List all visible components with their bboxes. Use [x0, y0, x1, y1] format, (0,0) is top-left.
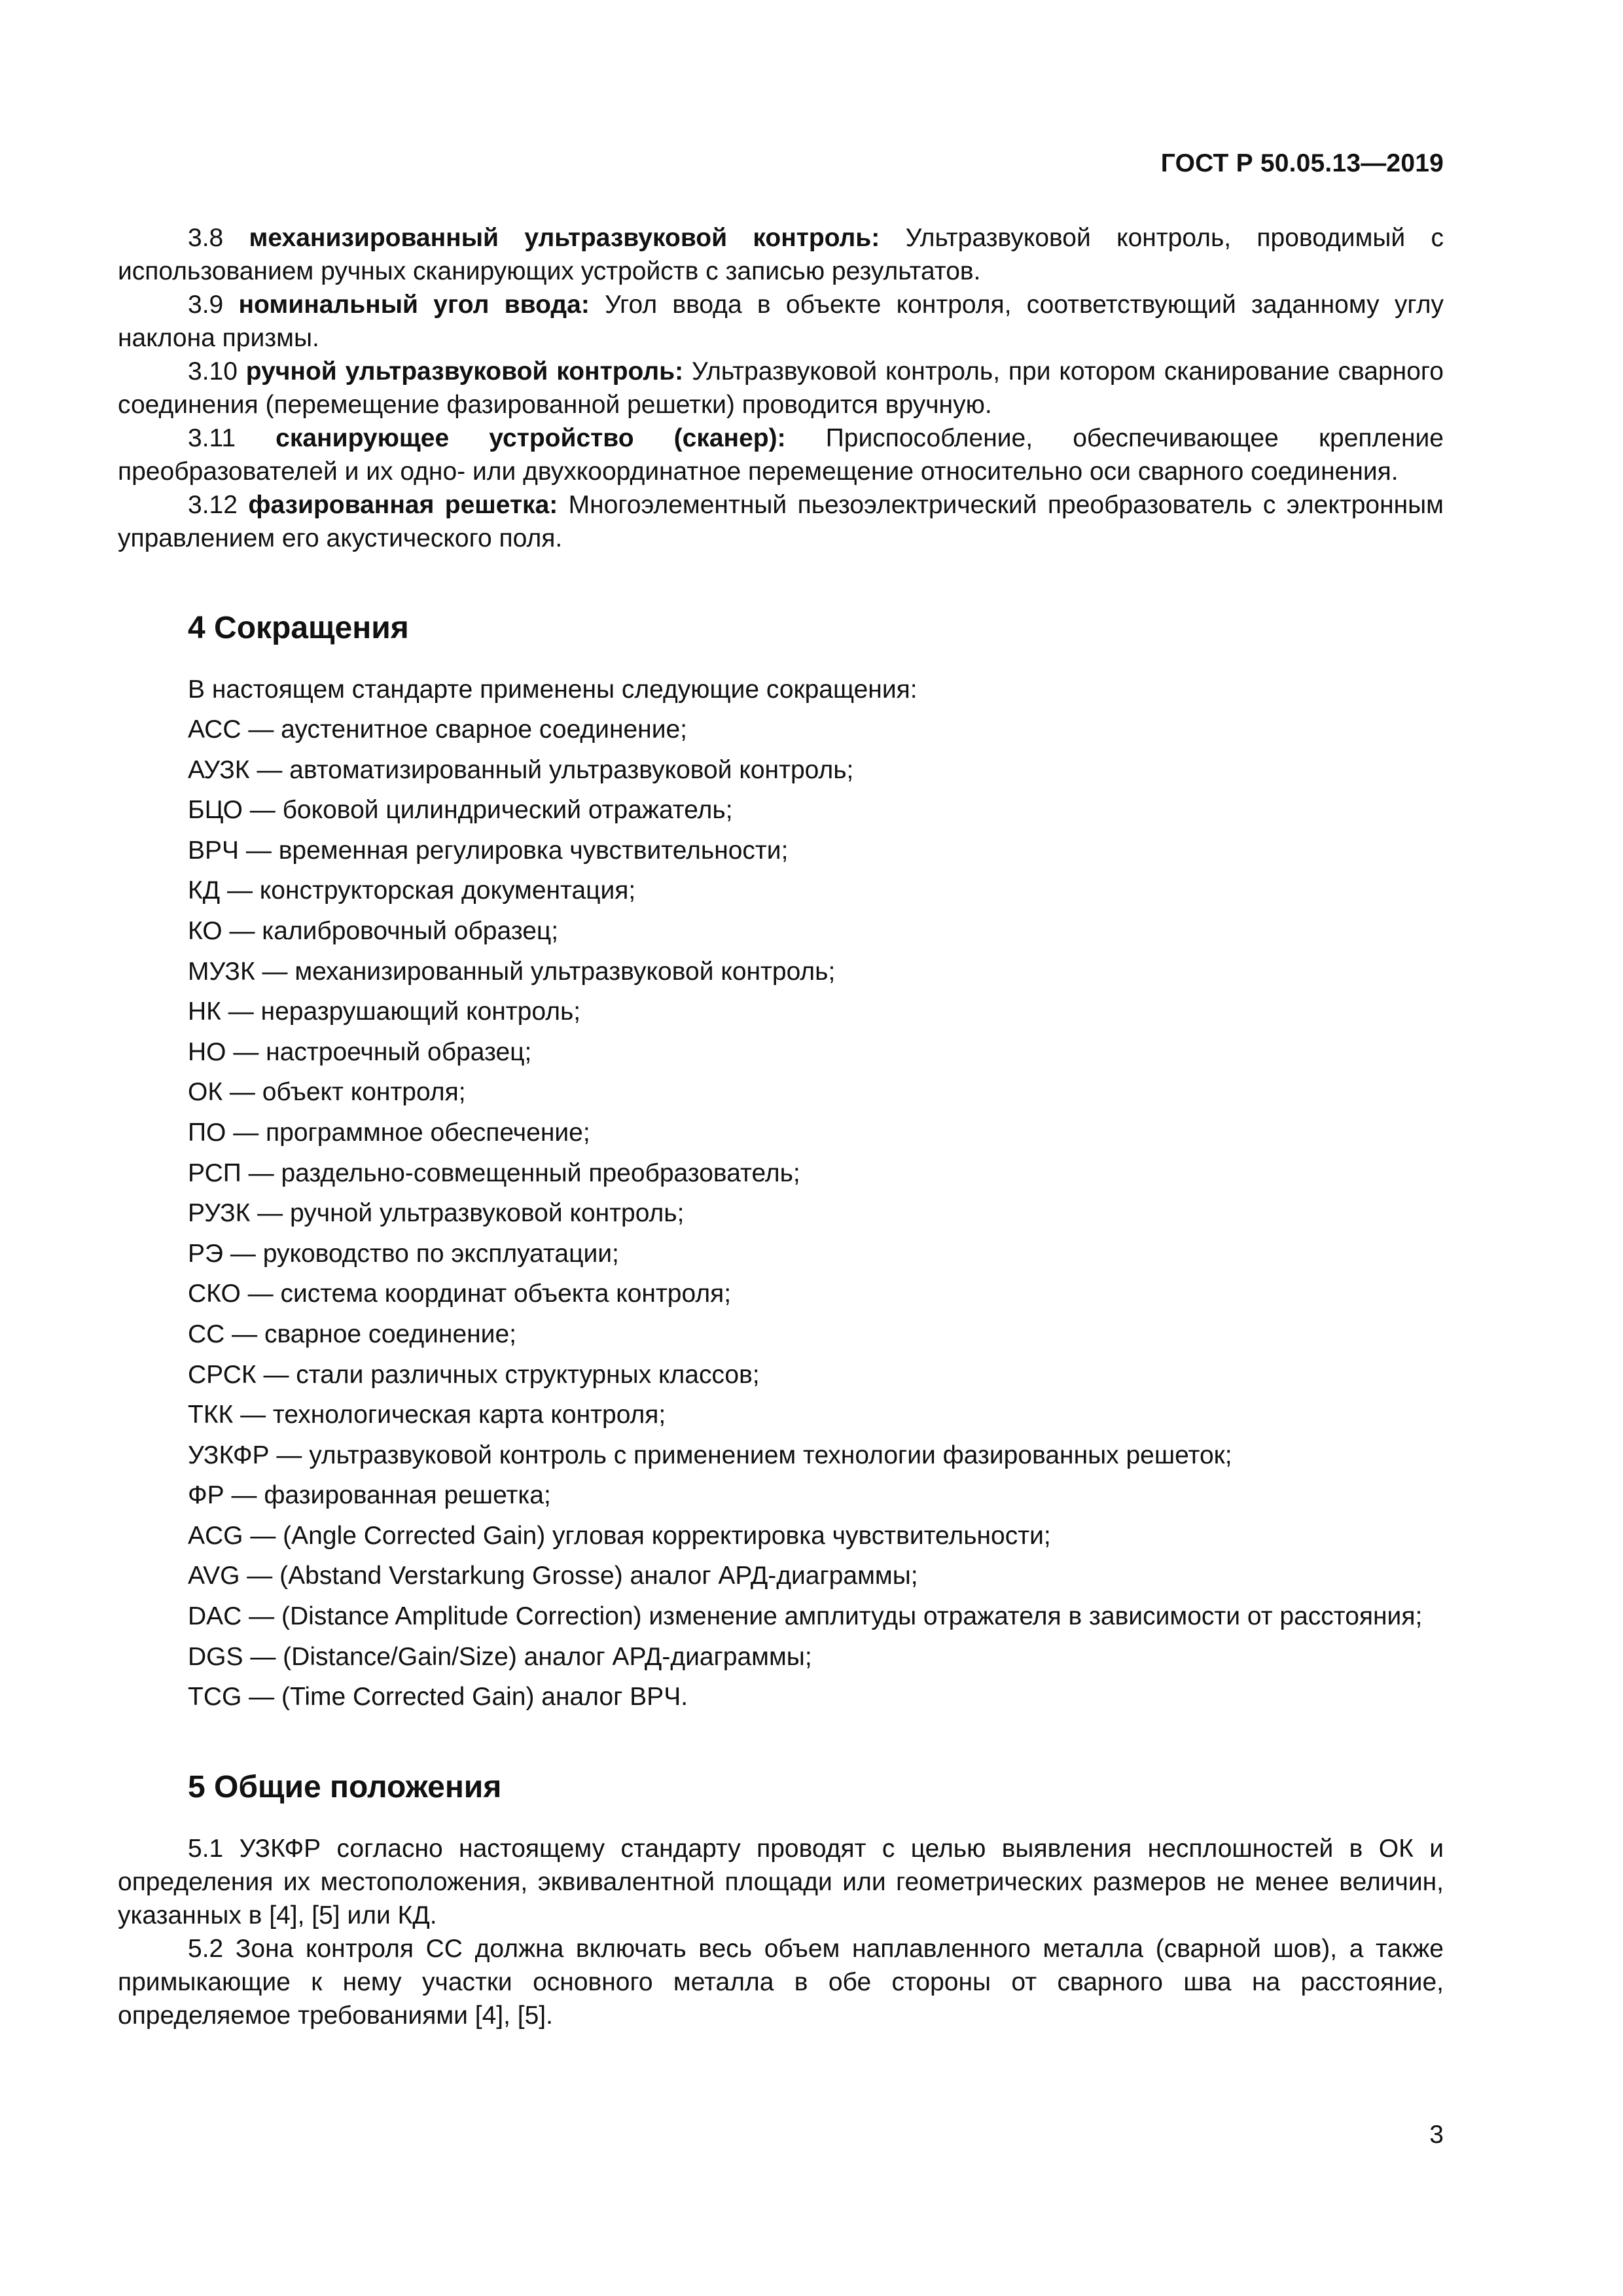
abbreviation-item: DGS — (Distance/Gain/Size) аналог АРД-диаграммы; [188, 1642, 812, 1671]
definition-text: Ультразвуковой контроль, при котором сканирование сварного соединения (перемещение фазированной решетки) проводится вручную. [118, 357, 1444, 419]
abbreviation-item: МУЗК — механизированный ультразвуковой контроль; [188, 957, 836, 986]
abbreviation-item: УЗКФР — ультразвуковой контроль с применением технологии фазированных решеток; [188, 1441, 1232, 1469]
page-content [118, 221, 1444, 2032]
document-header: ГОСТ Р 50.05.13—2019 [1160, 149, 1444, 177]
abbreviation-item: СРСК — стали различных структурных классов; [188, 1360, 760, 1389]
definition-term: механизированный ультразвуковой контроль: [249, 224, 880, 252]
definition-text: Многоэлементный пьезоэлектрический преобразователь с электронным управлением его акустического поля. [118, 491, 1444, 552]
clause-5-2: 5.2 Зона контроля СС должна включать весь объем наплавленного металла (сварной шов), а также примыкающие к нему участки основного металла в обе стороны от сварного шва на расстояние, определяемое требованиями [4], [5]. [118, 1934, 1444, 2030]
abbreviations-list [118, 713, 1444, 1721]
definition-3-8 [118, 221, 1444, 288]
abbreviation-item: ТКК — технологическая карта контроля; [188, 1401, 666, 1429]
definition-number: 3.8 [188, 224, 224, 252]
abbreviation-item: БЦО — боковой цилиндрический отражатель; [188, 796, 733, 825]
abbreviation-item: ФР — фазированная решетка; [188, 1481, 551, 1510]
page-number: 3 [1429, 2121, 1444, 2149]
definition-term: сканирующее устройство (сканер): [276, 424, 786, 452]
abbreviation-item: РСП — раздельно-совмещенный преобразователь; [188, 1158, 800, 1187]
abbreviation-item: ВРЧ — временная регулировка чувствительности; [188, 836, 789, 865]
abbreviation-item: НО — настроечный образец; [188, 1037, 532, 1066]
abbreviation-item: СКО — система координат объекта контроля; [188, 1280, 732, 1308]
definition-term: ручной ультразвуковой контроль: [245, 357, 684, 386]
abbreviation-item: АУЗК — автоматизированный ультразвуковой контроль; [188, 755, 854, 784]
section-heading-abbreviations: 4 Сокращения [188, 611, 409, 645]
general-provisions-block [118, 1832, 1444, 2032]
definitions-block [118, 221, 1444, 555]
abbreviation-item: DAC — (Distance Amplitude Correction) изменение амплитуды отражателя в зависимости от расстояния; [188, 1602, 1423, 1631]
abbreviations-intro: В настоящем стандарте применены следующие сокращения: [188, 675, 918, 704]
abbreviation-item: ОК — объект контроля; [188, 1078, 466, 1107]
abbreviation-item: AVG — (Abstand Verstarkung Grosse) аналог АРД-диаграммы; [188, 1562, 918, 1590]
abbreviation-item: СС — сварное соединение; [188, 1319, 516, 1348]
definition-3-11 [118, 422, 1444, 488]
definition-number: 3.9 [188, 291, 224, 319]
definition-text: Угол ввода в объекте контроля, соответствующий заданному углу наклона призмы. [118, 291, 1444, 352]
abbreviation-item: КО — калибровочный образец; [188, 916, 559, 945]
definition-term: номинальный угол ввода: [238, 291, 590, 319]
definition-text: Приспособление, обеспечивающее крепление преобразователей и их одно- или двухкоординатное перемещение относительно оси сварного соединения. [118, 424, 1444, 486]
definition-number: 3.12 [188, 491, 238, 519]
clause-5-1: 5.1 УЗКФР согласно настоящему стандарту проводят с целью выявления несплошностей в ОК и определения их местоположения, эквивалентной площади или геометрических размеров не менее величин, указанных в [4], [5] или КД. [118, 1834, 1444, 1929]
abbreviation-item: АСС — аустенитное сварное соединение; [188, 715, 688, 744]
abbreviation-item: ACG — (Angle Corrected Gain) угловая корректировка чувствительности; [188, 1521, 1051, 1550]
abbreviation-item: КД — конструкторская документация; [188, 876, 636, 905]
definition-3-9 [118, 288, 1444, 355]
abbreviation-item: TCG — (Time Corrected Gain) аналог ВРЧ. [188, 1683, 688, 1712]
definition-text: Ультразвуковой контроль, проводимый с использованием ручных сканирующих устройств с записью результатов. [118, 224, 1444, 285]
definition-3-10 [118, 355, 1444, 422]
section-heading-general-provisions: 5 Общие положения [188, 1769, 502, 1804]
definition-term: фазированная решетка: [248, 491, 558, 519]
abbreviation-item: РУЗК — ручной ультразвуковой контроль; [188, 1199, 685, 1228]
abbreviation-item: ПО — программное обеспечение; [188, 1118, 590, 1147]
abbreviation-item: НК — неразрушающий контроль; [188, 997, 581, 1026]
definition-3-12 [118, 488, 1444, 555]
abbreviation-item: РЭ — руководство по эксплуатации; [188, 1239, 619, 1268]
definition-number: 3.10 [188, 357, 238, 386]
definition-number: 3.11 [188, 424, 236, 452]
